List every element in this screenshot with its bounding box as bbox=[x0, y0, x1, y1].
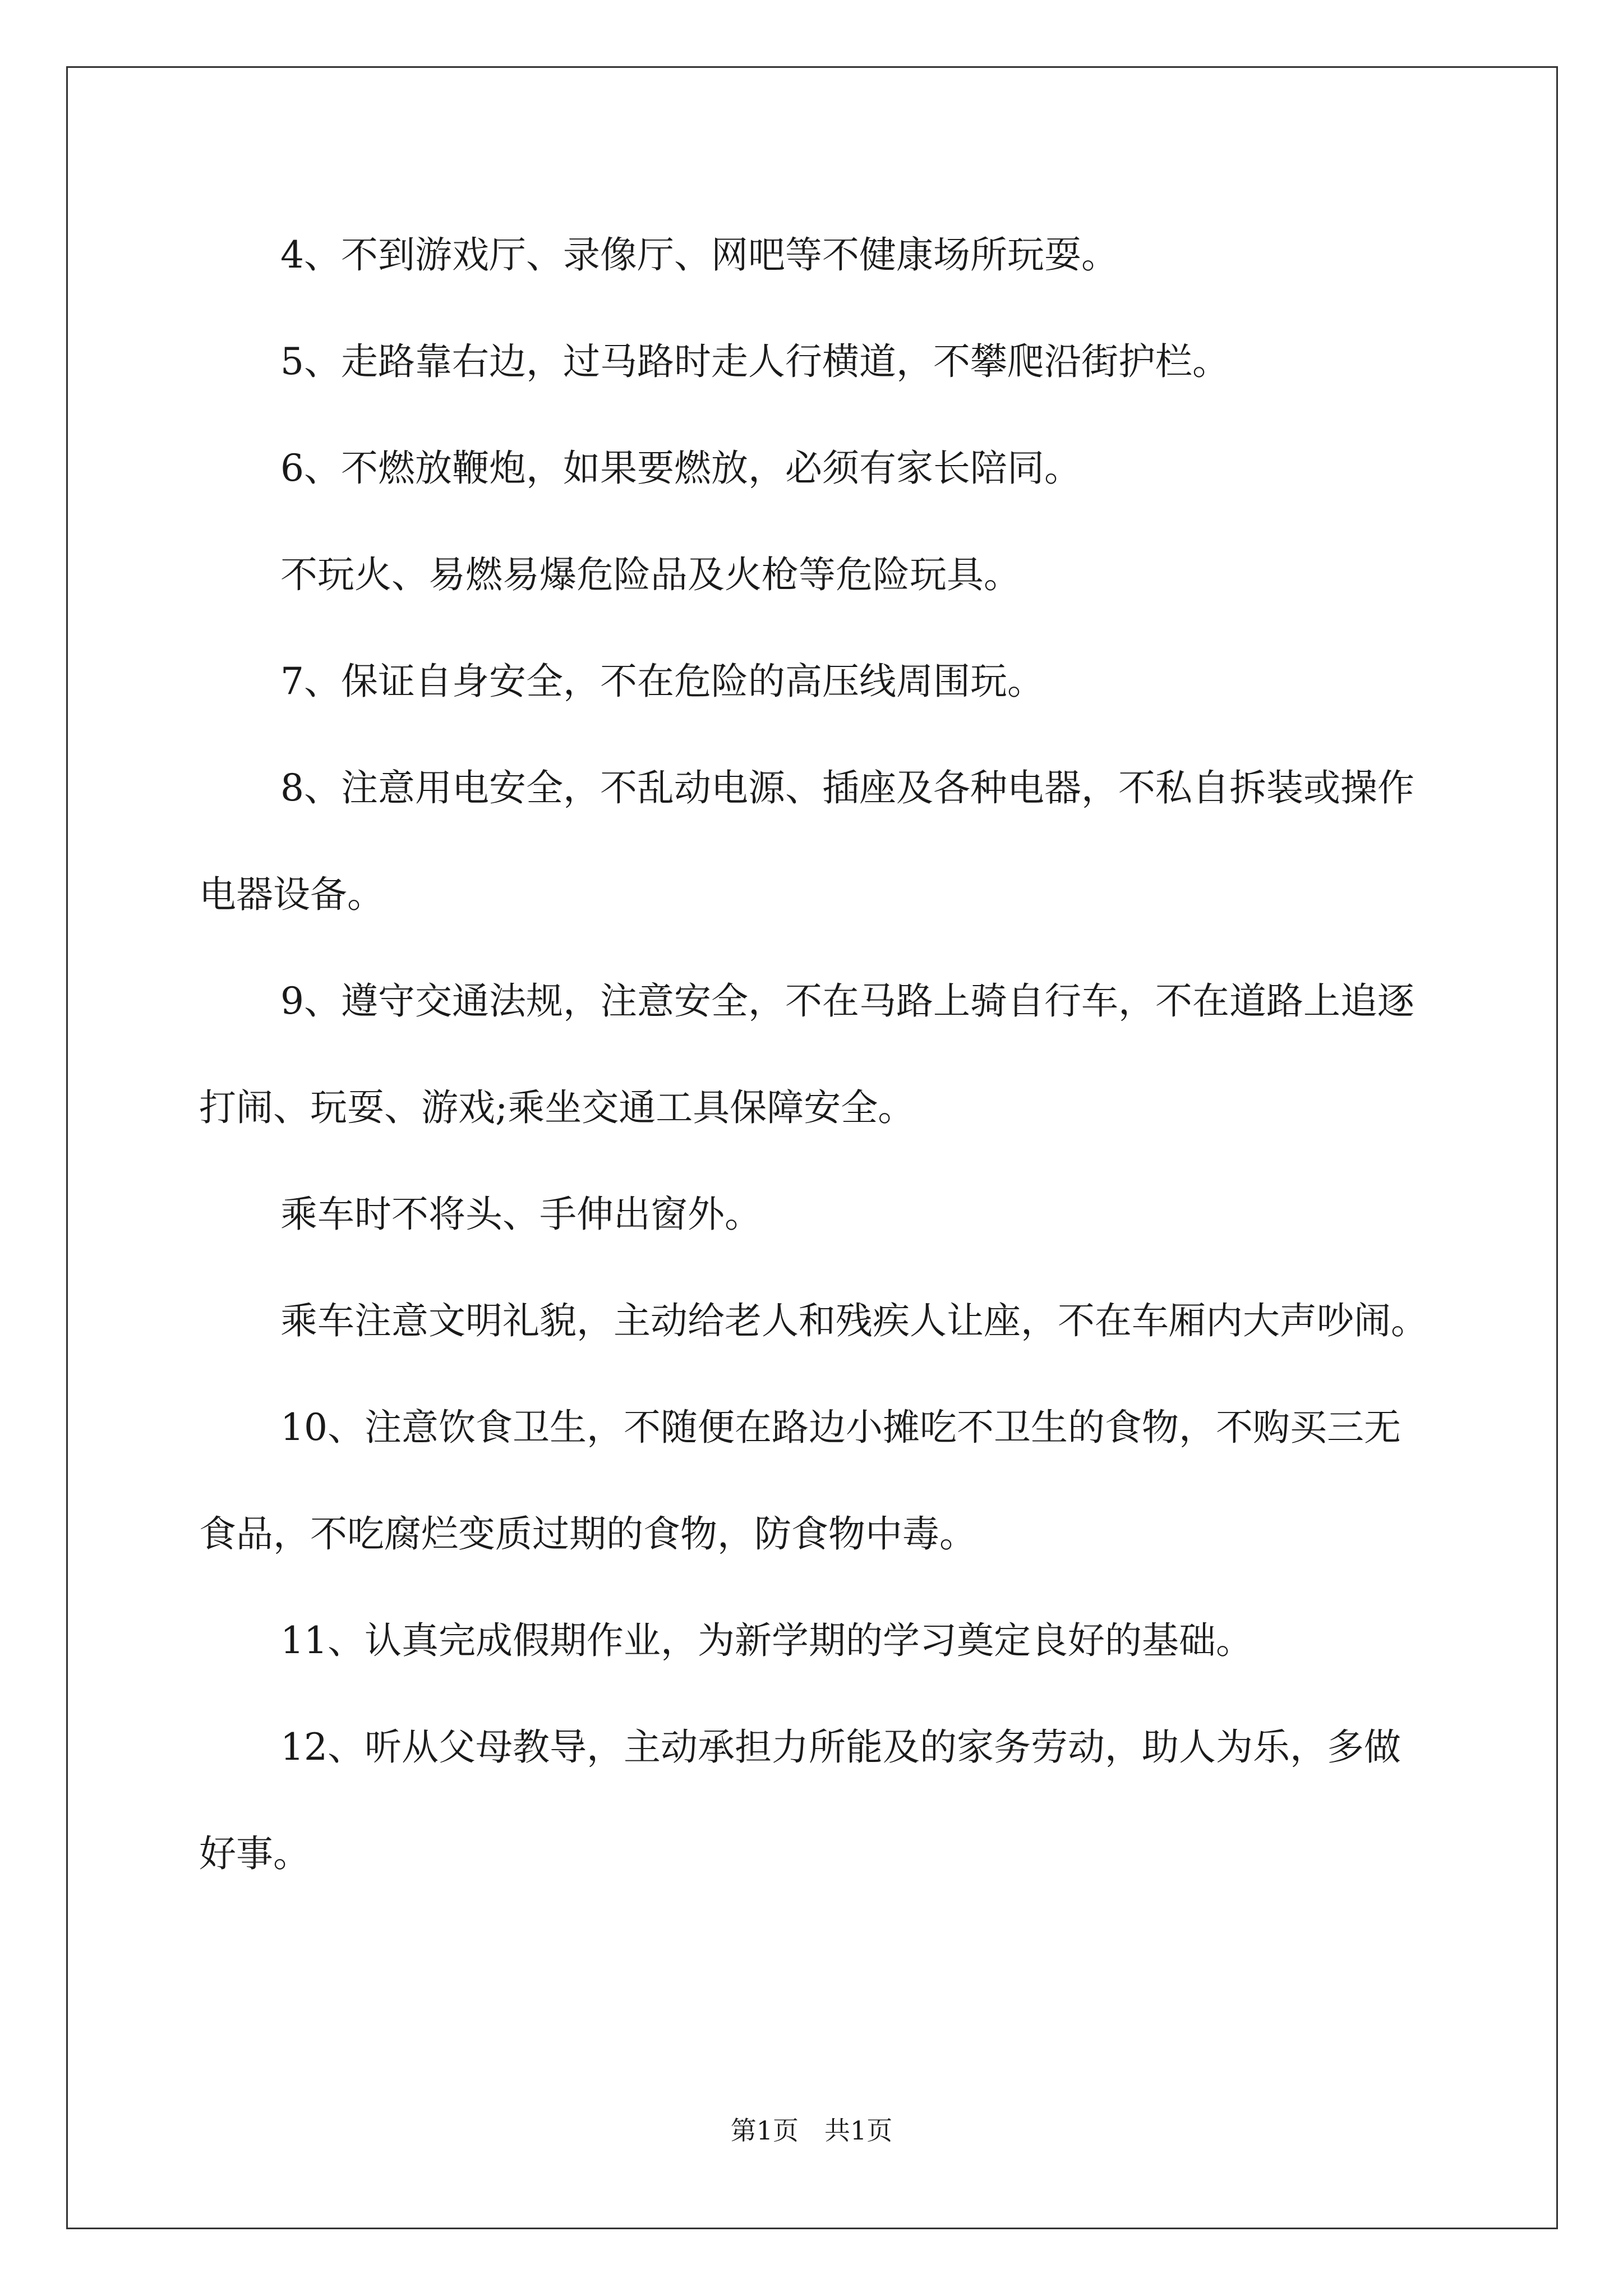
paragraph: 8、注意用电安全，不乱动电源、插座及各种电器，不私自拆装或操作电器设备。 bbox=[199, 766, 1414, 916]
page-footer: 第1页 共1页 bbox=[730, 2115, 893, 2146]
paragraph: 乘车注意文明礼貌，主动给老人和残疾人让座，不在车厢内大声吵闹。 bbox=[280, 1299, 1428, 1342]
document-body bbox=[199, 202, 1433, 1907]
paragraph: 4、不到游戏厅、录像厅、网吧等不健康场所玩耍。 bbox=[280, 233, 1118, 277]
paragraph: 不玩火、易燃易爆危险品及火枪等危险玩具。 bbox=[280, 553, 1021, 596]
paragraph: 6、不燃放鞭炮，如果要燃放，必须有家长陪同。 bbox=[280, 447, 1081, 490]
paragraph: 5、走路靠右边，过马路时走人行横道，不攀爬沿街护栏。 bbox=[280, 340, 1229, 383]
paragraph: 10、注意饮食卫生，不随便在路边小摊吃不卫生的食物，不购买三无食品，不吃腐烂变质过期的食物，防食物中毒。 bbox=[199, 1406, 1401, 1556]
paragraph: 乘车时不将头、手伸出窗外。 bbox=[280, 1193, 762, 1236]
paragraph: 9、遵守交通法规，注意安全，不在马路上骑自行车，不在道路上追逐打闹、玩耍、游戏;乘坐交通工具保障安全。 bbox=[199, 979, 1414, 1129]
paragraph: 11、认真完成假期作业，为新学期的学习奠定良好的基础。 bbox=[280, 1619, 1253, 1662]
paragraph: 7、保证自身安全，不在危险的高压线周围玩。 bbox=[280, 660, 1044, 703]
paragraph: 12、听从父母教导，主动承担力所能及的家务劳动，助人为乐，多做好事。 bbox=[199, 1726, 1401, 1875]
